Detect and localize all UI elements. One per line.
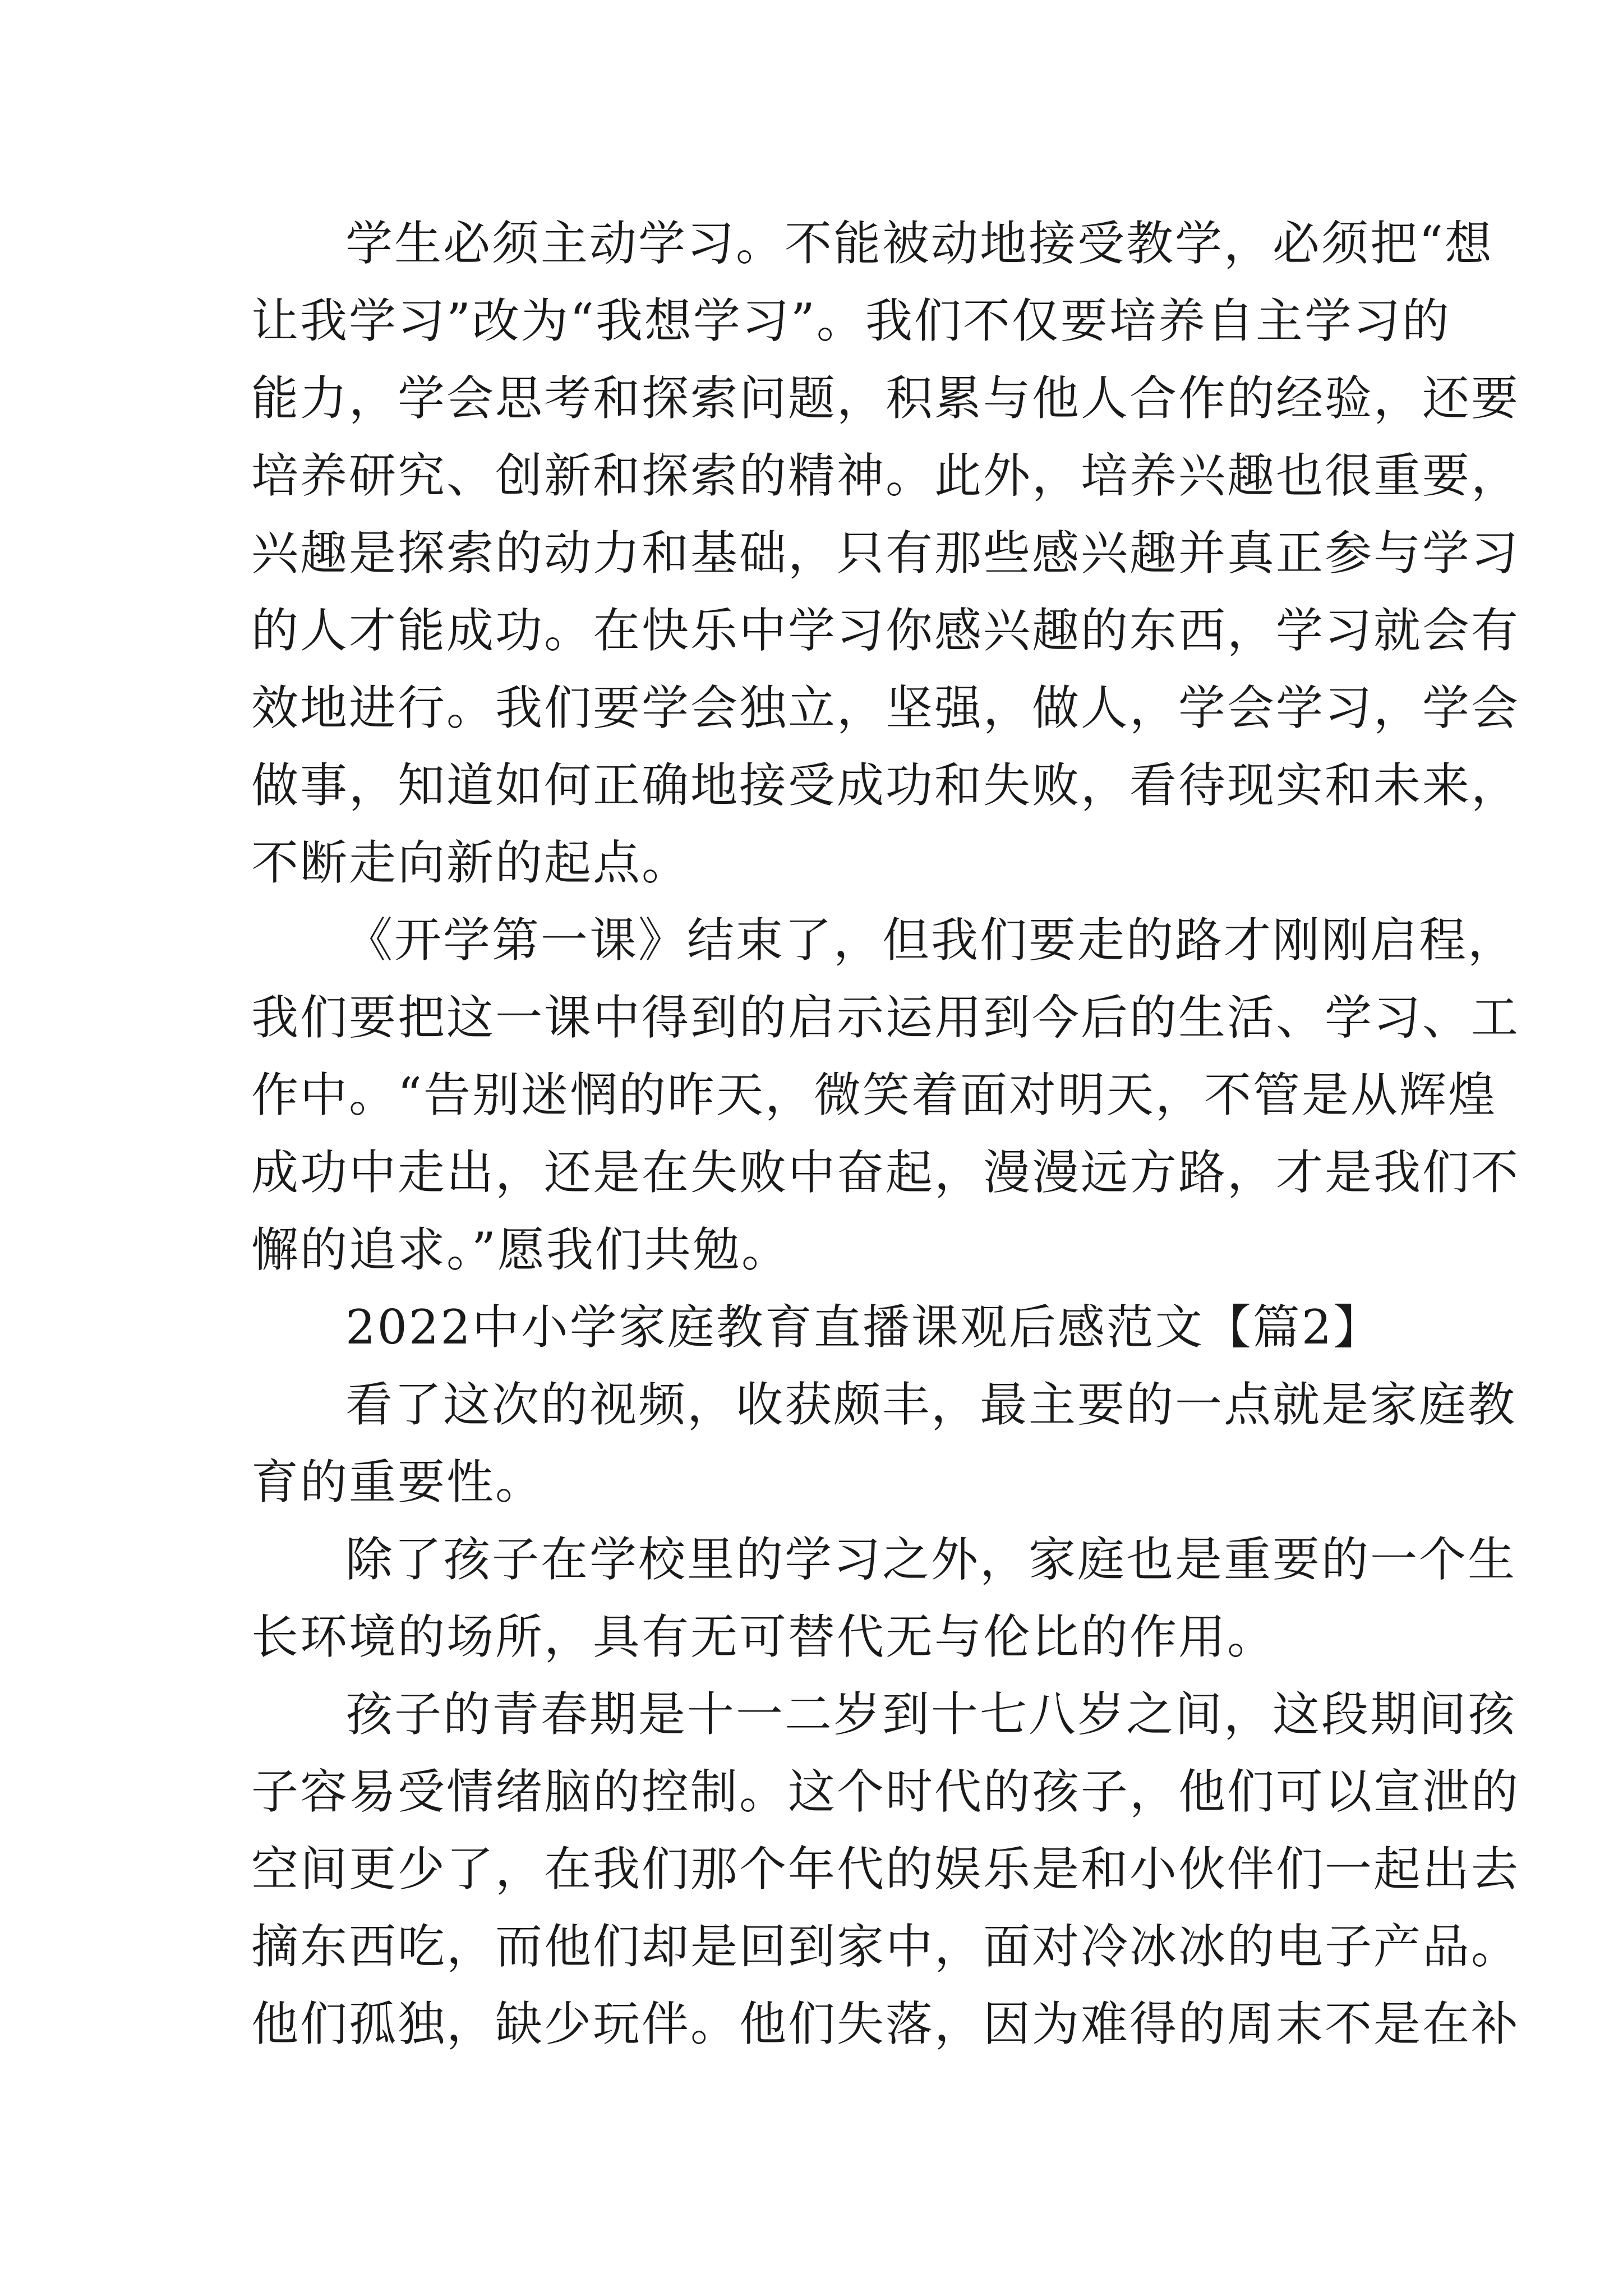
text-line: 空间更少了，在我们那个年代的娱乐是和小伙伴们一起出去 bbox=[251, 1842, 1520, 1897]
text-line: 的人才能成功。在快乐中学习你感兴趣的东西，学习就会有 bbox=[251, 603, 1520, 658]
text-line: 《开学第一课》结束了，但我们要走的路才刚刚启程， bbox=[345, 913, 1517, 968]
text-line: 做事，知道如何正确地接受成功和失败，看待现实和未来， bbox=[251, 758, 1520, 813]
text-line: 培养研究、创新和探索的精神。此外，培养兴趣也很重要， bbox=[251, 448, 1520, 503]
text-line: 效地进行。我们要学会独立，坚强，做人，学会学习，学会 bbox=[251, 680, 1520, 735]
paragraph-3 bbox=[251, 1366, 1517, 1521]
text-line: 除了孩子在学校里的学习之外，家庭也是重要的一个生 bbox=[345, 1532, 1517, 1587]
paragraph-2 bbox=[251, 901, 1520, 1289]
text-line: 育的重要性。 bbox=[251, 1455, 545, 1510]
text-line: 孩子的青春期是十一二岁到十七八岁之间，这段期间孩 bbox=[345, 1687, 1517, 1742]
text-line: 成功中走出，还是在失败中奋起，漫漫远方路，才是我们不 bbox=[251, 1145, 1520, 1200]
text-line: 他们孤独，缺少玩伴。他们失落，因为难得的周末不是在补 bbox=[251, 1996, 1520, 2051]
text-line: 作中。“告别迷惘的昨天，微笑着面对明天，不管是从辉煌 bbox=[251, 1068, 1497, 1122]
paragraph-4 bbox=[251, 1521, 1517, 1676]
text-line: 子容易受情绪脑的控制。这个时代的孩子，他们可以宣泄的 bbox=[251, 1764, 1520, 1819]
paragraph-5 bbox=[251, 1676, 1520, 2063]
text-line: 兴趣是探索的动力和基础，只有那些感兴趣并真正参与学习 bbox=[251, 526, 1520, 581]
text-line: 学生必须主动学习。不能被动地接受教学，必须把“想 bbox=[345, 216, 1493, 271]
text-line: 看了这次的视频，收获颇丰，最主要的一点就是家庭教 bbox=[345, 1377, 1517, 1432]
text-line: 让我学习”改为“我想学习”。我们不仅要培养自主学习的 bbox=[251, 293, 1451, 348]
text-line: 不断走向新的起点。 bbox=[251, 835, 691, 890]
paragraph-1 bbox=[251, 205, 1520, 901]
document-body bbox=[251, 205, 1520, 2063]
text-line: 长环境的场所，具有无可替代无与伦比的作用。 bbox=[251, 1609, 1276, 1664]
text-line: 摘东西吃，而他们却是回到家中，面对冷冰冰的电子产品。 bbox=[251, 1919, 1520, 1974]
text-line: 我们要把这一课中得到的启示运用到今后的生活、学习、工 bbox=[251, 990, 1520, 1045]
text-line: 能力，学会思考和探索问题，积累与他人合作的经验，还要 bbox=[251, 371, 1520, 426]
section-heading bbox=[251, 1289, 1407, 1366]
heading-text: 2022中小学家庭教育直播课观后感范文【篇2】 bbox=[345, 1300, 1382, 1355]
text-line: 懈的追求。”愿我们共勉。 bbox=[251, 1222, 790, 1277]
